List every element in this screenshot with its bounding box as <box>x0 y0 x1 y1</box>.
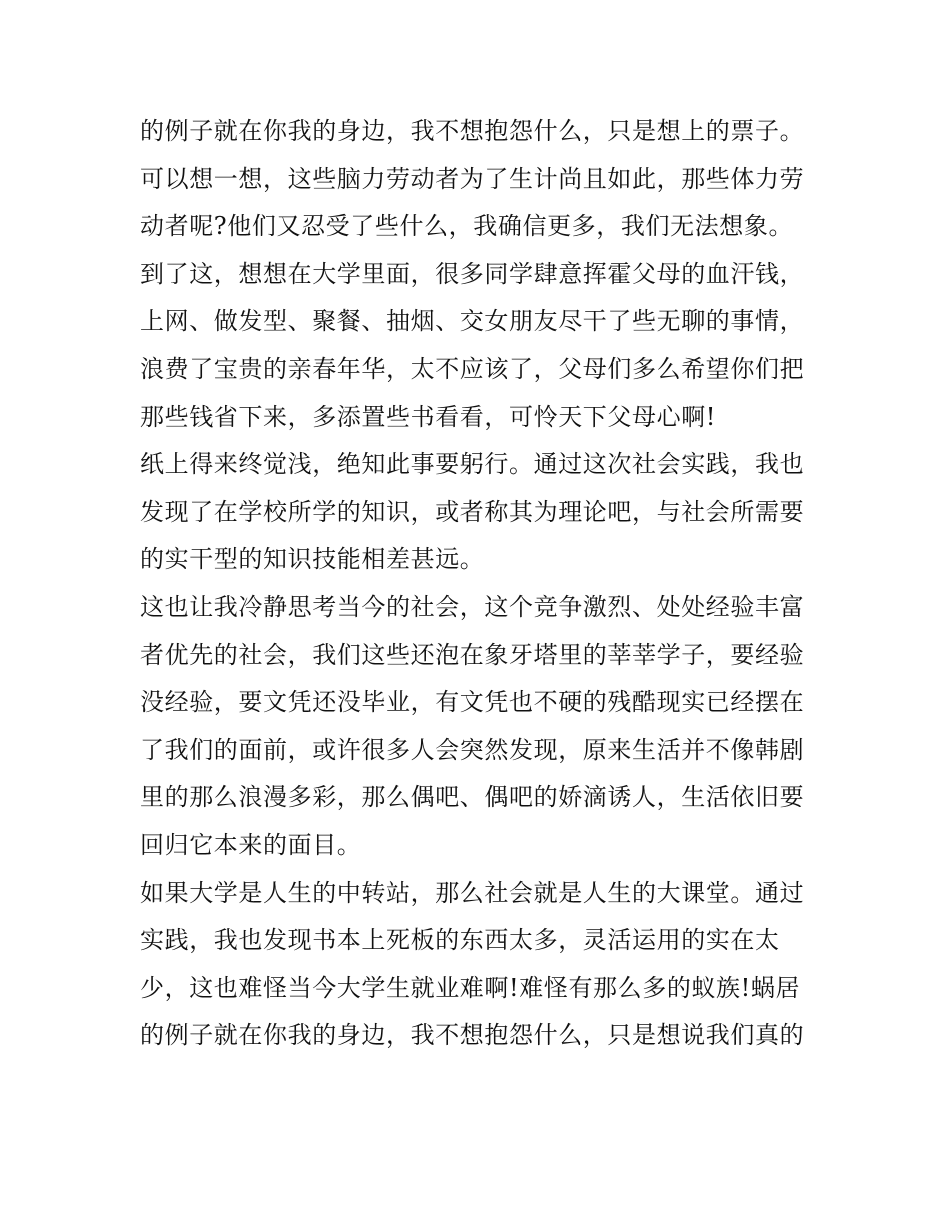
text-line: 可以想一想，这些脑力劳动者为了生计尚且如此，那些体力劳 <box>140 164 805 193</box>
text-line: 的实干型的知识技能相差甚远。 <box>140 545 485 574</box>
text-line: 动者呢?他们又忍受了些什么，我确信更多，我们无法想象。 <box>140 212 794 241</box>
text-line: 到了这，想想在大学里面，很多同学肆意挥霍父母的血汗钱， <box>140 259 805 288</box>
text-line: 回归它本来的面目。 <box>140 830 362 859</box>
text-line: 纸上得来终觉浅，绝知此事要躬行。通过这次社会实践，我也 <box>140 450 805 479</box>
text-line: 者优先的社会，我们这些还泡在象牙塔里的莘莘学子，要经验 <box>140 640 805 669</box>
text-line: 实践，我也发现书本上死板的东西太多，灵活运用的实在太 <box>140 926 780 955</box>
text-line: 如果大学是人生的中转站，那么社会就是人生的大课堂。通过 <box>140 878 805 907</box>
text-line: 浪费了宝贵的亲春年华，太不应该了，父母们多么希望你们把 <box>140 354 805 383</box>
text-line: 这也让我冷静思考当今的社会，这个竞争激烈、处处经验丰富 <box>140 592 805 621</box>
text-line: 的例子就在你我的身边，我不想抱怨什么，只是想说我们真的 <box>140 1021 805 1050</box>
text-line: 了我们的面前，或许很多人会突然发现，原来生活并不像韩剧 <box>140 735 805 764</box>
text-line: 少，这也难怪当今大学生就业难啊!难怪有那么多的蚁族!蜗居 <box>140 973 801 1002</box>
text-line: 没经验，要文凭还没毕业，有文凭也不硬的残酷现实已经摆在 <box>140 688 805 717</box>
body-text <box>140 108 830 1060</box>
text-line: 发现了在学校所学的知识，或者称其为理论吧，与社会所需要 <box>140 497 805 526</box>
text-line: 里的那么浪漫多彩，那么偶吧、偶吧的娇滴诱人，生活依旧要 <box>140 783 805 812</box>
text-line: 上网、做发型、聚餐、抽烟、交女朋友尽干了些无聊的事情， <box>140 307 805 336</box>
text-line: 那些钱省下来，多添置些书看看，可怜天下父母心啊! <box>140 402 717 431</box>
text-line: 的例子就在你我的身边，我不想抱怨什么，只是想上的票子。 <box>140 117 805 145</box>
